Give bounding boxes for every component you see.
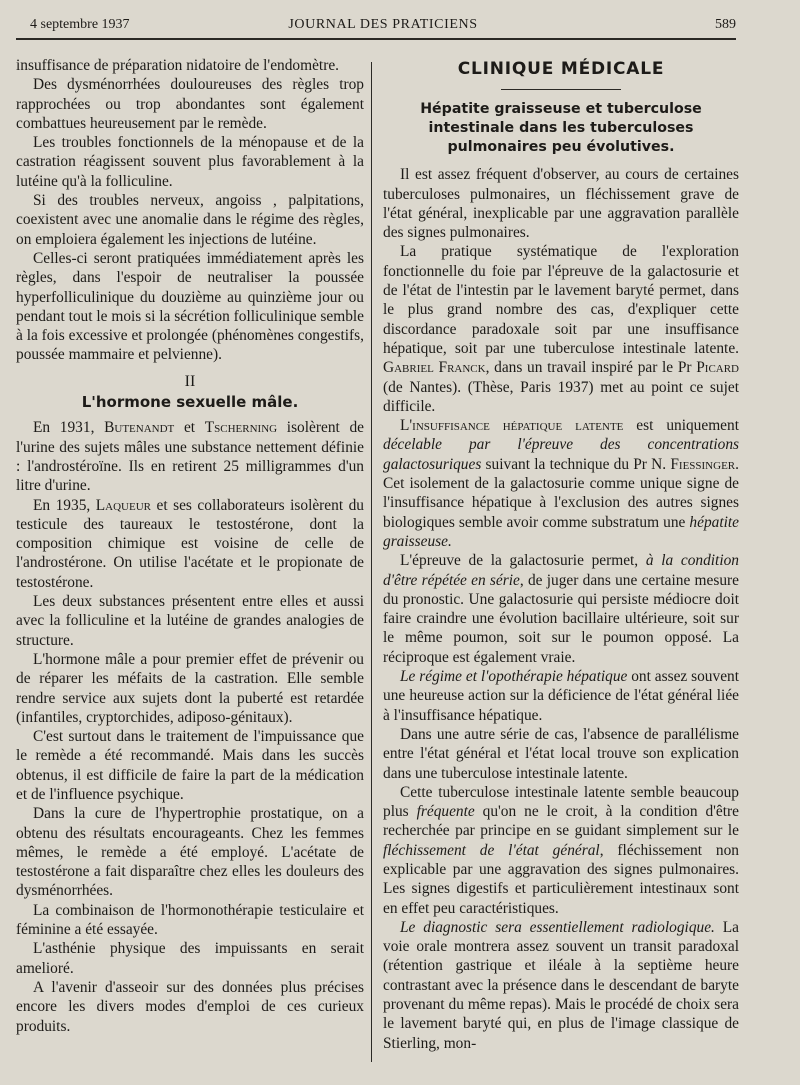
header-date: 4 septembre 1937 (30, 17, 130, 32)
paragraph: A l'avenir d'asseoir sur des données plus précises encore les divers modes d'emploi de ces curieux produits. (16, 978, 364, 1035)
paragraph (383, 551, 739, 667)
paragraph: Des dysménorrhées douloureuses des règles trop rapprochées ou trop abondantes sont également combattues heureusement par le remède. (16, 76, 364, 132)
paragraph: L'asthénie physique des impuissants en serait amelioré. (16, 940, 364, 977)
text: , de juger dans une certaine mesure du pronostic. Une galactosurie qui persiste médiocre doit faire craindre une évolution bacillaire ultérieure, soit sur le même poumon, soit sur le poumon opposé. La réciproque est également vraie. (383, 571, 739, 666)
paragraph (16, 418, 364, 495)
paragraph: insuffisance de préparation nidatoire de l'endomètre. (16, 57, 340, 74)
emphasis: Le régime et l'opothérapie hépatique (400, 668, 628, 686)
author-name: Butenandt (104, 419, 175, 437)
paragraph: L'hormone mâle a pour premier effet de prévenir ou de réparer les méfaits de la castration. Elle semble rendre service aux sujets dont la puberté est retardée (infantiles, cryptorchides, adiposo-génitaux). (16, 650, 364, 726)
rubric-rule (501, 89, 621, 90)
text: , fléchissement non explicable par une aggravation des signes pulmonaires. Les signes digestifs et particulièrement intestinaux sont en effet peu caractéristiques. (383, 841, 739, 917)
text: est uniquement (623, 417, 739, 435)
text: suivant la technique du Pr N. (481, 455, 671, 473)
paragraph (16, 496, 364, 592)
left-column (16, 56, 364, 1036)
running-header (30, 14, 736, 36)
emphasis: décelable par l'épreuve des concentrations galactosuriques (383, 436, 739, 473)
paragraph: Dans une autre série de cas, l'absence de parallélisme entre l'état général et l'état local trouve son explication dans une tuberculose intestinale latente. (383, 725, 739, 782)
header-journal-title: JOURNAL DES PRATICIENS (288, 17, 478, 32)
term: L'insuffisance hépatique latente (400, 417, 624, 435)
paragraph: La combinaison de l'hormonothérapie testiculaire et féminine a été essayée. (16, 901, 364, 939)
author-name: Laqueur (95, 496, 151, 514)
paragraph: Si des troubles nerveux, angoiss , palpitations, coexistent avec une anomalie dans le régime des règles, on emploiera également les injections de lutéine. (16, 192, 364, 248)
paragraph (383, 416, 739, 551)
paragraph: Dans la cure de l'hypertrophie prostatique, on a obtenu des résultats encourageants. Chez les femmes mêmes, le remède a été employé. L'acétate de testostérone a fait disparaître chez elles les douleurs des dysménorrhées. (16, 805, 364, 900)
text: Cette tuberculose intestinale latente semble beaucoup plus (383, 783, 739, 821)
text: En 1935, (33, 496, 96, 514)
text: La voie orale montrera assez souvent un transit paradoxal (rétention gastrique et iléale à la septième heure contrastant avec la présence dans le descendant de baryte provenant du même repas). Mais le procédé de choix sera le lavement baryté qui, en plus de l'image classique de Stierling, mon- (383, 918, 739, 1052)
paragraph: Il est assez fréquent d'observer, au cours de certaines tuberculoses pulmonaires, un fléchissement grave de l'état général, inexplicable par une aggravation parallèle des signes pulmonaires. (383, 166, 739, 242)
text: . Cet isolement de la galactosurie comme unique signe de l'insuffisance hépatique à l'exclusion des autres signes biologiques semble avoir comme substratum une (383, 455, 739, 531)
emphasis: fléchissement de l'état général (383, 841, 600, 859)
header-rule (16, 38, 736, 40)
text: qu'on ne le croit, à la condition d'être recherchée par principe en se guidant simplement sur le (383, 803, 739, 840)
rubric-heading: CLINIQUE MÉDICALE (457, 59, 665, 79)
emphasis: Le diagnostic sera essentiellement radiologique. (400, 918, 715, 936)
text: ont assez souvent une heureuse action sur la déficience de l'état général liée à l'insuffisance hépatique. (383, 668, 739, 724)
section-title: L'hormone sexuelle mâle. (81, 393, 299, 412)
emphasis: à la condition d'être répétée en série (383, 552, 740, 589)
author-name: Fiessinger (670, 455, 736, 473)
emphasis: fréquente (416, 803, 475, 821)
author-name: Gabriel Franck (383, 359, 486, 377)
paragraph (383, 667, 739, 725)
text: et ses collaborateurs isolèrent du testicule des taureaux le testostérone, dont la composition chimique est voisine de celle de l'androstérone. On utilise l'acétate et le propionate de testostérone. (16, 496, 365, 591)
article-title: Hépatite graisseuse et tuberculose intestinale dans les tuberculoses pulmonaires peu évolutives. (420, 101, 702, 156)
right-column (383, 56, 739, 1053)
paragraph: Celles-ci seront pratiquées immédiatement après les règles, dans l'espoir de neutraliser la poussée hyperfolliculinique du douzième au quinzième jour ou pendant tout le mois si la sécrétion folliculinique semble à la fois excessive et prolongée (phénomènes congestifs, poussée mammaire et pelvienne). (16, 249, 364, 364)
emphasis: hépatite graisseuse. (383, 513, 739, 550)
paragraph (383, 783, 739, 918)
text: La pratique systématique de l'exploration fonctionnelle du foie par l'épreuve de la galactosurie et de l'état de l'intestin par le lavement baryté permet, dans le plus grand nombre des cas, d'expliquer cette discordance paradoxale soit par une insuffisance hépatique, soit par une tuberculose intestinale latente. (383, 243, 739, 357)
text: (de Nantes). (Thèse, Paris 1937) met au point ce sujet difficile. (383, 378, 739, 415)
text: L'épreuve de la galactosurie permet, (400, 552, 646, 570)
author-name: Tscherning (204, 419, 278, 437)
paragraph: Les deux substances présentent entre elles et aussi avec la folliculine et la lutéine de grandes analogies de structure. (16, 593, 364, 649)
paragraph: Les troubles fonctionnels de la ménopause et de la castration réagissent souvent plus favorablement à la lutéine qu'à la folliculine. (16, 134, 364, 190)
header-page-number: 589 (715, 17, 736, 32)
text: , dans un travail inspiré par le Pr (485, 359, 697, 377)
section-number: II (184, 372, 196, 390)
text: En 1931, (33, 419, 105, 437)
paragraph (383, 242, 739, 416)
text: et (174, 419, 205, 437)
paragraph (383, 918, 739, 1053)
column-divider (371, 62, 372, 1062)
text: isolèrent de l'urine des sujets mâles une substance nettement définie : l'androstéroïne. Ils en retirent 25 milligrammes d'un litre d'urine. (16, 419, 365, 495)
author-name: Picard (696, 359, 740, 377)
paragraph: C'est surtout dans le traitement de l'impuissance que le remède a été recommandé. Mais dans les succès obtenus, il est difficile de faire la part de la médication et de l'influence psychique. (16, 728, 364, 803)
